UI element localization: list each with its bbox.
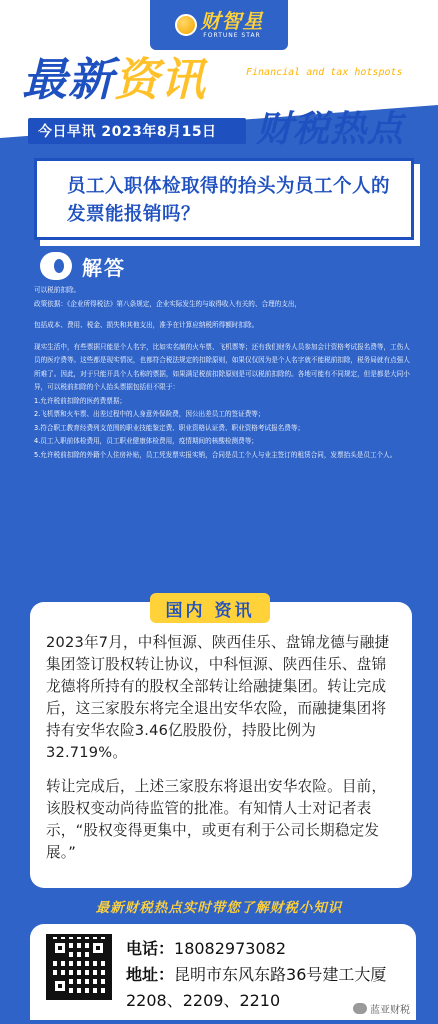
answer-item: 2.飞机票和火车票、出差过程中的人身意外保险费，因公出差员工的签证费等；	[34, 410, 265, 418]
headline-english: Financial and tax hotspots	[246, 67, 403, 78]
answer-item: 3.符合职工教育经费列支范围的职业技能鉴定费、职业资格认证费、职业资格考试报名费等；	[34, 423, 305, 432]
answer-item: 4.员工入职前体检费用，员工职业健康体检费用，疫情期间的核酸检测费等；	[34, 437, 258, 445]
watermark-text: 蓝亚财税	[370, 1005, 410, 1016]
answer-bullet-icon	[40, 252, 72, 280]
answer-item: 1.允许税前扣除的医药费票据；	[34, 396, 127, 405]
address-label: 地址：	[126, 965, 175, 984]
headline-part1: 最新	[22, 53, 115, 106]
news-tab: 国内 资讯	[150, 593, 270, 623]
question-text: 员工入职体检取得的抬头为员工个人的发票能报销吗？	[67, 176, 391, 225]
answer-basis-cont: 包括成本、费用、税金、损失和其他支出，准予在计算应纳税所得额时扣除。	[34, 321, 259, 329]
qr-code-icon	[46, 934, 112, 1000]
brand-name: 财智星	[200, 9, 264, 33]
phone-label: 电话：	[126, 939, 175, 958]
answer-label: 解答	[82, 255, 126, 280]
contact-footer	[30, 924, 416, 1020]
answer-item: 5.允许税前扣除的外籍个人住房补贴，员工凭发票实报实销，合同是员工个人与业主签订的租赁合同，发票抬头是员工个人。	[34, 450, 397, 459]
star-logo-icon	[175, 14, 197, 36]
news-paragraph-1: 2023年7月，中科恒源、陕西佳乐、盘锦龙德与融捷集团签订股权转让协议，中科恒源、陕西佳乐、盘锦龙德将所持有的股权全部转让给融捷集团。转让完成后，这三家股东将完全退出安华农险，而融捷集团将持有安华农险3.46亿股股份，持股比例为32.719%。	[46, 634, 390, 761]
answer-practice: 现实生活中，有些票据只能是个人名字，比如实名制的火车票、飞机票等；还有我们财务人员参加会计资格考试报名费等，工伤人员的医疗费等。这些都是现实情况，也都符合税法规定的扣除原则，如果仅仅因为是个人名字就不能税前扣除，税务局就有点强人所难了。因此，对于只能开具个人名称的票据，如果满足税前扣除原则是可以税前扣除的。各地可能有不同规定，但是都是大同小异，可以税前扣除的个人抬头票据包括但不限于：	[34, 342, 410, 391]
watermark	[353, 1001, 410, 1016]
brand-tagline: FORTUNE STAR	[203, 32, 261, 39]
headline	[22, 52, 206, 108]
wechat-icon	[353, 1003, 367, 1014]
answer-basis: 政策依据：《企业所得税法》第八条规定，企业实际发生的与取得收入有关的、合理的支出，	[34, 299, 302, 308]
hot-title: 财税热点	[256, 109, 405, 150]
answer-tab	[40, 252, 140, 280]
news-paragraph-2: 转让完成后，上述三家股东将退出安华农险。目前，该股权变动尚待监管的批准。有知情人士对记者表示，“股权变得更集中，或更有利于公司长期稳定发展。”	[46, 778, 387, 861]
news-card	[30, 602, 412, 888]
headline-part2: 资讯	[114, 53, 207, 106]
phone-value: 18082973082	[174, 939, 286, 958]
date-label: 今日早讯 2023年8月15日	[28, 118, 246, 144]
brand-logo	[150, 0, 288, 50]
answer-body	[34, 284, 410, 462]
question-card	[34, 158, 414, 240]
slogan: 最新财税热点实时带您了解财税小知识	[95, 900, 343, 916]
phone-row	[126, 936, 410, 962]
address-value: 昆明市东风东路36号建工大厦2208、2209、2210	[126, 965, 387, 1010]
answer-intro: 可以税前扣除。	[34, 286, 81, 294]
